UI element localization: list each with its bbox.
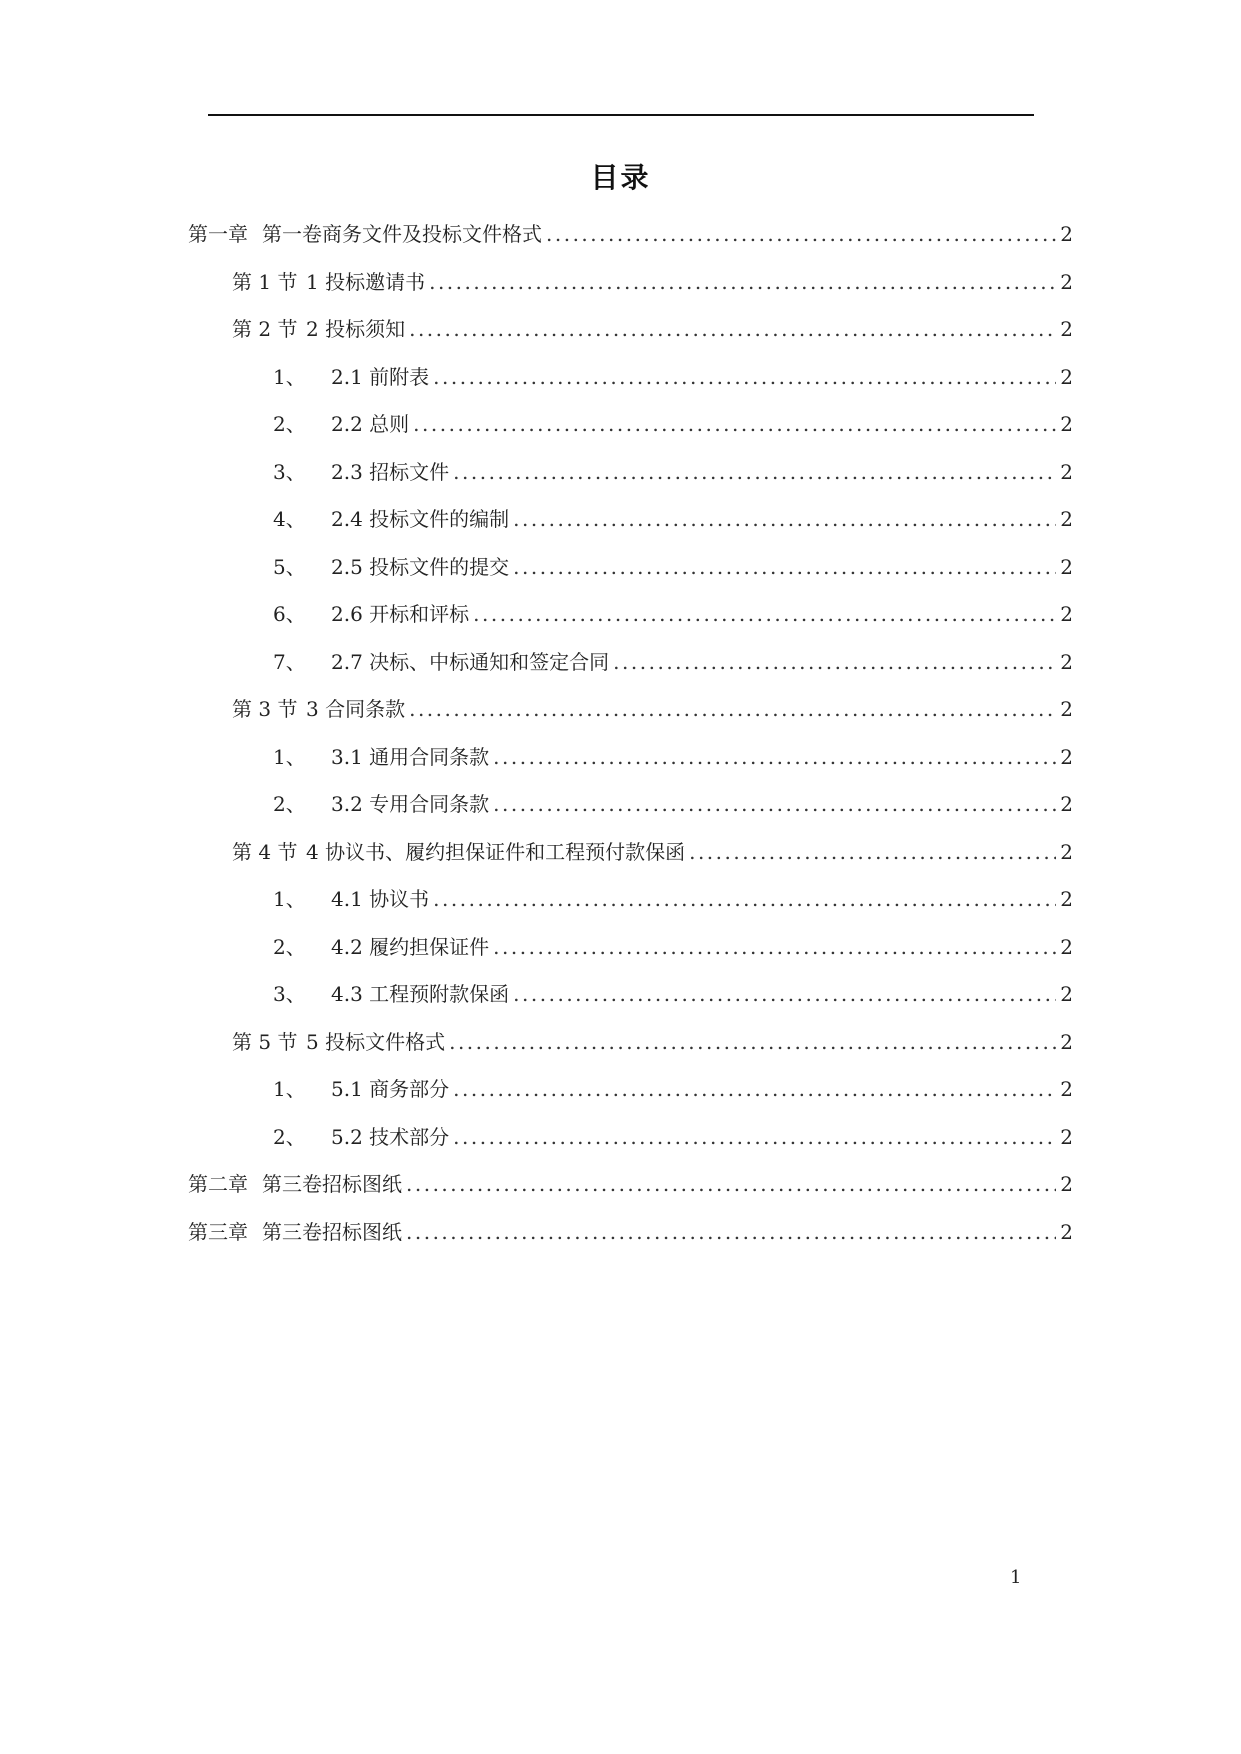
toc-dot-leader (453, 1122, 1056, 1152)
toc-entry-page: 2 (1060, 1029, 1073, 1054)
toc-entry-title: 1 投标邀请书 (306, 269, 426, 294)
toc-dot-leader (493, 789, 1056, 819)
toc-entry-page: 2 (1060, 222, 1073, 246)
toc-entry-number: 第 3 节 (232, 697, 298, 721)
toc-entry-title: 第一卷商务文件及投标文件格式 (262, 222, 542, 246)
toc-entry-page: 2 (1060, 792, 1073, 816)
toc-entry[interactable] (273, 789, 1073, 819)
toc-title: 目录 (590, 161, 651, 194)
toc-entry-page: 2 (1060, 1172, 1073, 1196)
toc-entry[interactable] (232, 694, 1073, 724)
toc-entry[interactable] (188, 1217, 1073, 1247)
toc-entry[interactable] (273, 647, 1073, 677)
toc-entry[interactable] (232, 267, 1073, 297)
toc-entry-number: 2、 (273, 792, 306, 816)
toc-entry[interactable] (273, 1122, 1073, 1152)
toc-entry-page: 2 (1060, 602, 1073, 626)
toc-dot-leader (429, 267, 1056, 297)
toc-dot-leader (433, 884, 1056, 914)
toc-entry-page: 2 (1060, 1124, 1073, 1149)
toc-dot-leader (406, 1169, 1056, 1199)
toc-entry-title: 3.1 通用合同条款 (331, 744, 490, 769)
toc-entry-page: 2 (1060, 1219, 1073, 1244)
toc-dot-leader (613, 647, 1056, 677)
toc-entry-title: 第三卷招标图纸 (262, 1172, 402, 1196)
toc-entry-page: 2 (1060, 317, 1073, 341)
toc-entry-number: 第 1 节 (232, 269, 298, 294)
toc-entry-page: 2 (1060, 887, 1073, 911)
toc-entry-page: 2 (1060, 269, 1073, 294)
toc-entry-page: 2 (1060, 934, 1073, 959)
toc-entry[interactable] (273, 362, 1073, 392)
toc-dot-leader (449, 1027, 1056, 1057)
toc-entry[interactable] (188, 219, 1073, 249)
toc-entry-number: 第二章 (188, 1172, 248, 1196)
toc-entry-title: 2 投标须知 (306, 317, 406, 341)
toc-entry-number: 第 4 节 (232, 839, 298, 864)
toc-entry-page: 2 (1060, 649, 1073, 674)
toc-entry[interactable] (273, 979, 1073, 1009)
toc-entry-title: 2.2 总则 (331, 412, 410, 436)
toc-entry-number: 1、 (273, 1077, 306, 1101)
toc-entry-title: 3.2 专用合同条款 (331, 792, 490, 816)
toc-dot-leader (413, 409, 1056, 439)
toc-entry-page: 2 (1060, 839, 1073, 864)
toc-entry-number: 2、 (273, 934, 306, 959)
toc-entry-number: 3、 (273, 459, 306, 484)
toc-entry[interactable] (273, 599, 1073, 629)
page-number: 1 (1010, 1567, 1022, 1588)
toc-entry-page: 2 (1060, 744, 1073, 769)
toc-dot-leader (409, 314, 1056, 344)
toc-entry-title: 4.1 协议书 (331, 887, 430, 911)
toc-dot-leader (453, 457, 1056, 487)
toc-entry[interactable] (273, 1074, 1073, 1104)
toc-entry-number: 第 2 节 (232, 317, 298, 341)
toc-entry-page: 2 (1060, 364, 1073, 389)
toc-entry-number: 第 5 节 (232, 1029, 298, 1054)
toc-dot-leader (513, 504, 1056, 534)
toc-entry-number: 2、 (273, 1124, 306, 1149)
toc-entry-title: 2.4 投标文件的编制 (331, 507, 510, 531)
toc-dot-leader (433, 362, 1056, 392)
toc-entry-page: 2 (1060, 507, 1073, 531)
toc-entry-title: 4 协议书、履约担保证件和工程预付款保函 (306, 839, 686, 864)
toc-dot-leader (409, 694, 1056, 724)
toc-entry-number: 第三章 (188, 1219, 248, 1244)
toc-entry[interactable] (232, 314, 1073, 344)
toc-entry-number: 5、 (273, 554, 306, 579)
toc-entry-title: 5.1 商务部分 (331, 1077, 450, 1101)
toc-entry-page: 2 (1060, 554, 1073, 579)
toc-entry-page: 2 (1060, 697, 1073, 721)
toc-entry-number: 7、 (273, 649, 306, 674)
toc-entry-title: 2.6 开标和评标 (331, 602, 470, 626)
toc-entry-number: 4、 (273, 507, 306, 531)
toc-entry-title: 2.7 决标、中标通知和签定合同 (331, 649, 610, 674)
toc-entry[interactable] (273, 552, 1073, 582)
toc-entry-title: 2.5 投标文件的提交 (331, 554, 510, 579)
toc-entry[interactable] (188, 1169, 1073, 1199)
toc-entry[interactable] (273, 504, 1073, 534)
toc-dot-leader (513, 552, 1056, 582)
toc-entry-number: 1、 (273, 887, 306, 911)
toc-entry-title: 3 合同条款 (306, 697, 406, 721)
toc-dot-leader (453, 1074, 1056, 1104)
toc-entry-number: 第一章 (188, 222, 248, 246)
toc-entry-title: 4.3 工程预附款保函 (331, 982, 510, 1006)
toc-entry-page: 2 (1060, 412, 1073, 436)
toc-entry-title: 2.3 招标文件 (331, 459, 450, 484)
toc-dot-leader (513, 979, 1056, 1009)
toc-dot-leader (406, 1217, 1056, 1247)
toc-entry[interactable] (232, 1027, 1073, 1057)
toc-entry[interactable] (232, 837, 1073, 867)
toc-entry-title: 5 投标文件格式 (306, 1029, 446, 1054)
toc-entry-number: 3、 (273, 982, 306, 1006)
toc-dot-leader (493, 932, 1056, 962)
toc-entry-number: 6、 (273, 602, 306, 626)
toc-dot-leader (689, 837, 1056, 867)
toc-dot-leader (546, 219, 1056, 249)
toc-entry-title: 2.1 前附表 (331, 364, 430, 389)
toc-entry-title: 第三卷招标图纸 (262, 1219, 402, 1244)
toc-entry-page: 2 (1060, 1077, 1073, 1101)
toc-entry-title: 4.2 履约担保证件 (331, 934, 490, 959)
toc-entry[interactable] (273, 409, 1073, 439)
toc-entry-page: 2 (1060, 982, 1073, 1006)
toc-dot-leader (473, 599, 1056, 629)
toc-entry[interactable] (273, 884, 1073, 914)
toc-entry-number: 2、 (273, 412, 306, 436)
toc-entry-page: 2 (1060, 459, 1073, 484)
toc-entry[interactable] (273, 932, 1073, 962)
toc-entry[interactable] (273, 742, 1073, 772)
toc-dot-leader (493, 742, 1056, 772)
toc-entry-number: 1、 (273, 744, 306, 769)
toc-entry[interactable] (273, 457, 1073, 487)
toc-entry-title: 5.2 技术部分 (331, 1124, 450, 1149)
toc-entry-number: 1、 (273, 364, 306, 389)
